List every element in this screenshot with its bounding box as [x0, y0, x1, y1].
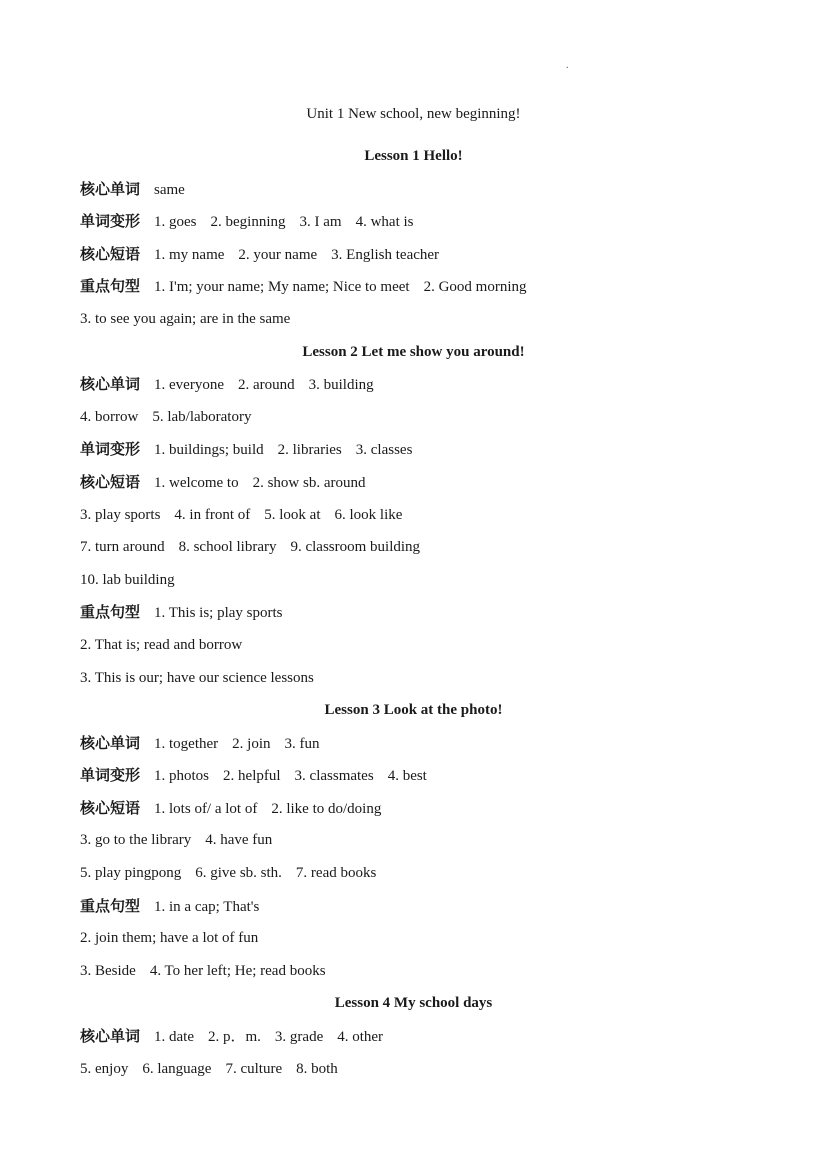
lesson-line [80, 824, 780, 857]
answer-item: 4. To her left; He; read books [149, 962, 326, 979]
lesson-line [80, 629, 780, 662]
lesson-line [80, 238, 780, 271]
answer-item: 1. in a cap; That's [154, 898, 260, 915]
answer-item: 2. libraries [277, 442, 342, 459]
answer-item: 9. classroom building [290, 539, 421, 556]
lesson-line [80, 205, 780, 238]
answer-item: 1. goes [154, 214, 197, 231]
section-label: 重点句型 [80, 896, 141, 915]
answer-item: 6. language [142, 1060, 212, 1077]
section-label: 单词变形 [80, 766, 141, 785]
lesson-line [80, 596, 780, 629]
answer-item: 3. play sports [80, 506, 161, 523]
lesson-line [80, 466, 780, 499]
answer-item: 1. together [154, 735, 219, 752]
answer-item: 4. best [387, 768, 427, 785]
answer-item: 4. other [337, 1029, 384, 1046]
lesson-line [80, 270, 780, 303]
answer-item: 3. building [308, 377, 374, 394]
answer-item: 2. beginning [210, 214, 286, 231]
answer-item: 3. classes [355, 442, 413, 459]
answer-item: 5. lab/laboratory [152, 408, 252, 425]
section-label: 单词变形 [80, 212, 141, 231]
answer-item: 7. read books [295, 865, 377, 882]
lesson-title: Lesson 1 Hello! [364, 148, 463, 164]
answer-item: 3. go to the library [80, 832, 192, 849]
answer-item: 6. give sb. sth. [195, 865, 282, 882]
answer-item: 10. lab building [80, 571, 175, 588]
answer-item: 1. This is; play sports [154, 605, 283, 622]
lesson-title: Lesson 3 Look at the photo! [324, 702, 503, 719]
answer-item: 1. lots of/ a lot of [154, 800, 258, 817]
section-label: 核心短语 [80, 798, 141, 817]
answer-item: 5. enjoy [80, 1060, 129, 1077]
answer-item: 5. look at [264, 506, 321, 523]
lesson-title: Lesson 4 My school days [334, 995, 493, 1012]
lesson-line [80, 890, 780, 923]
answer-item: 4. in front of [174, 506, 251, 523]
answer-item: 3. Beside [80, 962, 136, 979]
answer-item: 2. helpful [223, 768, 281, 785]
section-label: 重点句型 [80, 277, 141, 296]
lesson-line [80, 433, 780, 466]
lesson-line [80, 759, 780, 792]
lesson-line [80, 792, 780, 825]
answer-item: 4. borrow [80, 408, 139, 425]
lesson-content [80, 140, 780, 1085]
lesson-line [80, 531, 780, 564]
answer-item: 3. to see you again; are in the same [80, 310, 291, 327]
lesson-line [80, 499, 780, 532]
answer-item: 8. both [296, 1060, 338, 1077]
answer-item: 1. I'm; your name; My name; Nice to meet [154, 279, 410, 296]
answer-item: 3. classmates [294, 768, 374, 785]
lesson-line [80, 173, 780, 206]
section-label: 重点句型 [80, 603, 141, 622]
answer-item: 5. play pingpong [80, 865, 182, 882]
section-label: 核心短语 [80, 472, 141, 491]
answer-item: 2. Good morning [423, 279, 527, 296]
section-label: 核心单词 [80, 733, 141, 752]
lesson-line [80, 922, 780, 955]
answer-item: 3. grade [274, 1029, 324, 1046]
answer-item: 2. join [232, 735, 271, 752]
answer-item: 3. fun [284, 735, 320, 752]
section-label: 核心单词 [80, 375, 141, 394]
lesson-line [80, 564, 780, 597]
answer-item: 2. like to do/doing [271, 800, 382, 817]
section-label: 单词变形 [80, 440, 141, 459]
answer-item: 3. This is our; have our science lessons [80, 669, 314, 686]
answer-item: 1. buildings; build [154, 442, 264, 459]
answer-item: 2. join them; have a lot of fun [80, 930, 259, 947]
answer-item: 3. English teacher [331, 246, 440, 263]
answer-item: same [154, 181, 185, 198]
answer-item: 1. everyone [154, 377, 224, 394]
lesson-line [80, 955, 780, 988]
lesson-line [80, 727, 780, 760]
unit-title: Unit 1 New school, new beginning! [306, 106, 521, 122]
lesson-line [80, 1053, 780, 1086]
answer-item: 3. I am [299, 214, 342, 231]
answer-item: 6. look like [334, 506, 403, 523]
section-label: 核心短语 [80, 244, 141, 263]
corner-mark: . [566, 60, 569, 71]
lesson-line [80, 857, 780, 890]
lesson-title: Lesson 2 Let me show you around! [302, 343, 525, 360]
answer-item: 7. culture [225, 1060, 283, 1077]
answer-item: 1. photos [154, 768, 210, 785]
lesson-line [80, 401, 780, 434]
answer-item: 4. what is [355, 214, 414, 231]
answer-item: 7. turn around [80, 539, 165, 556]
answer-item: 2. p．m. [208, 1029, 261, 1046]
answer-item: 4. have fun [205, 832, 273, 849]
answer-item: 8. school library [178, 539, 277, 556]
answer-item: 2. around [237, 377, 295, 394]
section-label: 核心单词 [80, 1027, 141, 1046]
answer-item: 1. date [154, 1029, 194, 1046]
answer-item: 1. my name [154, 246, 225, 263]
section-label: 核心单词 [80, 179, 141, 198]
answer-item: 2. That is; read and borrow [80, 636, 243, 653]
lesson-line [80, 368, 780, 401]
lesson-line [80, 1020, 780, 1053]
answer-item: 2. show sb. around [252, 474, 366, 491]
lesson-line [80, 303, 780, 336]
lesson-line [80, 662, 780, 695]
answer-item: 2. your name [238, 246, 318, 263]
answer-item: 1. welcome to [154, 474, 239, 491]
